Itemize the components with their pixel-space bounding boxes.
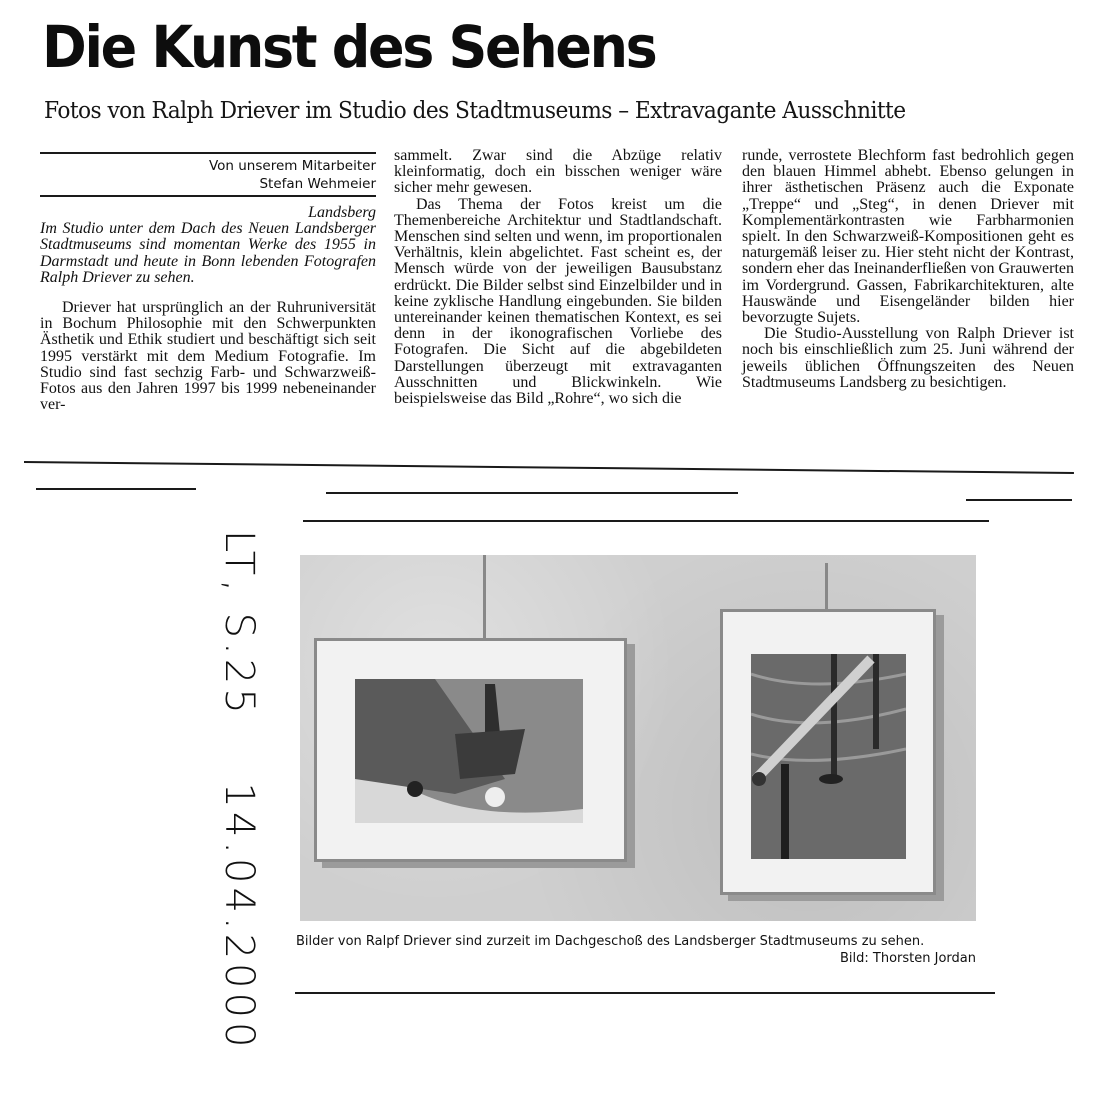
photo-credit: Bild: Thorsten Jordan	[840, 951, 976, 966]
railing-image	[751, 654, 906, 859]
separator-rule-short	[36, 488, 196, 490]
picture-frame	[314, 638, 627, 862]
byline-author: Stefan Wehmeier	[259, 176, 376, 192]
handwritten-annotation	[216, 530, 262, 1099]
photo-rule-top	[303, 520, 989, 522]
body-paragraph: Das Thema der Fotos kreist um die Themenbereiche Architektur und Stadtlandschaft. Menschen sind selten und wenn, im proportionalen Verhältnis, klein abgelichtet. Fast scheint es, der Mensch würde von der jeweiligen Bausubstanz erdrückt. Die Bilder selbst sind Einzelbilder und in keine zyklische Handlung eingebunden. Sie bilden untereinander keinen thematischen Kontext, es sei denn in der ikonografischen Vorliebe des Fotografen. Die Sicht auf die abgebildeten Darstellungen überzeugt mit extravaganten Ausschnitten und Blickwinkeln. Wie beispielsweise das Bild „Rohre“, wo sich die	[394, 195, 722, 408]
separator-rule	[24, 461, 1074, 474]
byline	[40, 157, 376, 193]
byline-rule-bottom	[40, 195, 376, 197]
separator-rule-short	[326, 492, 738, 494]
picture-frame	[720, 609, 936, 895]
caption-text: Bilder von Ralpf Driever sind zurzeit im Dachgeschoß des Landsberger Stadtmuseums zu sehen.	[296, 934, 925, 949]
headline: Die Kunst des Sehens	[42, 13, 656, 81]
byline-role: Von unserem Mitarbeiter	[208, 158, 376, 174]
body-paragraph: Driever hat ursprünglich an der Ruhruniversität in Bochum Philosophie mit den Schwerpunkten Ästhetik und Ethik studiert und beschäftigt sich seit 1995 verstärkt mit dem Medium Fotografie. Im Studio sind fast sechzig Farb- und Schwarzweiß-Fotos aus den Jahren 1997 bis 1999 nebeneinander ver-	[40, 299, 376, 414]
body-paragraph: sammelt. Zwar sind die Abzüge relativ kleinformatig, doch ein bisschen weniger wäre sicher mehr gewesen.	[394, 147, 722, 197]
photo-rule-bottom	[295, 992, 995, 994]
lead-paragraph: Im Studio unter dem Dach des Neuen Landsberger Stadtmuseums sind momentan Werke des 1955 in Darmstadt und heute in Bonn lebenden Fotografen Ralph Driever zu sehen.	[40, 220, 376, 286]
subheadline: Fotos von Ralph Driever im Studio des Stadtmuseums – Extravagante Ausschnitte	[44, 98, 906, 124]
framed-photo-architecture	[355, 679, 583, 823]
separator-rule-short	[966, 499, 1072, 501]
photo-caption	[296, 933, 976, 967]
annotation-source: LT, S.25	[216, 530, 262, 718]
column-1	[40, 205, 376, 413]
column-2	[394, 148, 722, 407]
annotation-date: 14.04.2000	[216, 782, 262, 1052]
column-3	[742, 148, 1074, 391]
hanging-wire	[483, 555, 486, 639]
hanging-wire	[825, 563, 828, 611]
body-paragraph: runde, verrostete Blechform fast bedrohlich gegen den blauen Himmel abhebt. Ebenso gelungen in ihrer ästhetischen Präsenz auch die Exponate „Treppe“ und „Steg“, in denen Driever mit Komplementärkontrasten wie Farbharmonien spielt. In den Schwarzweiß-Kompositionen geht es naturgemäß leiser zu. Hier steht nicht der Kontrast, sondern eher das Ineinanderfließen von Grauwerten im Vordergrund. Gassen, Fabrikarchitekturen, alte Hauswände und Eisengeländer bilden hier bevorzugte Sujets.	[742, 147, 1074, 327]
exhibition-photo	[300, 555, 976, 921]
body-paragraph: Die Studio-Ausstellung von Ralph Driever ist noch bis einschließlich zum 25. Juni während der jeweils üblichen Öffnungszeiten des Neuen Stadtmuseums Landsberg zu besichtigen.	[742, 325, 1074, 391]
architecture-image	[355, 679, 583, 823]
framed-photo-railing	[751, 654, 906, 859]
dateline: Landsberg	[308, 204, 376, 221]
byline-rule-top	[40, 152, 376, 154]
